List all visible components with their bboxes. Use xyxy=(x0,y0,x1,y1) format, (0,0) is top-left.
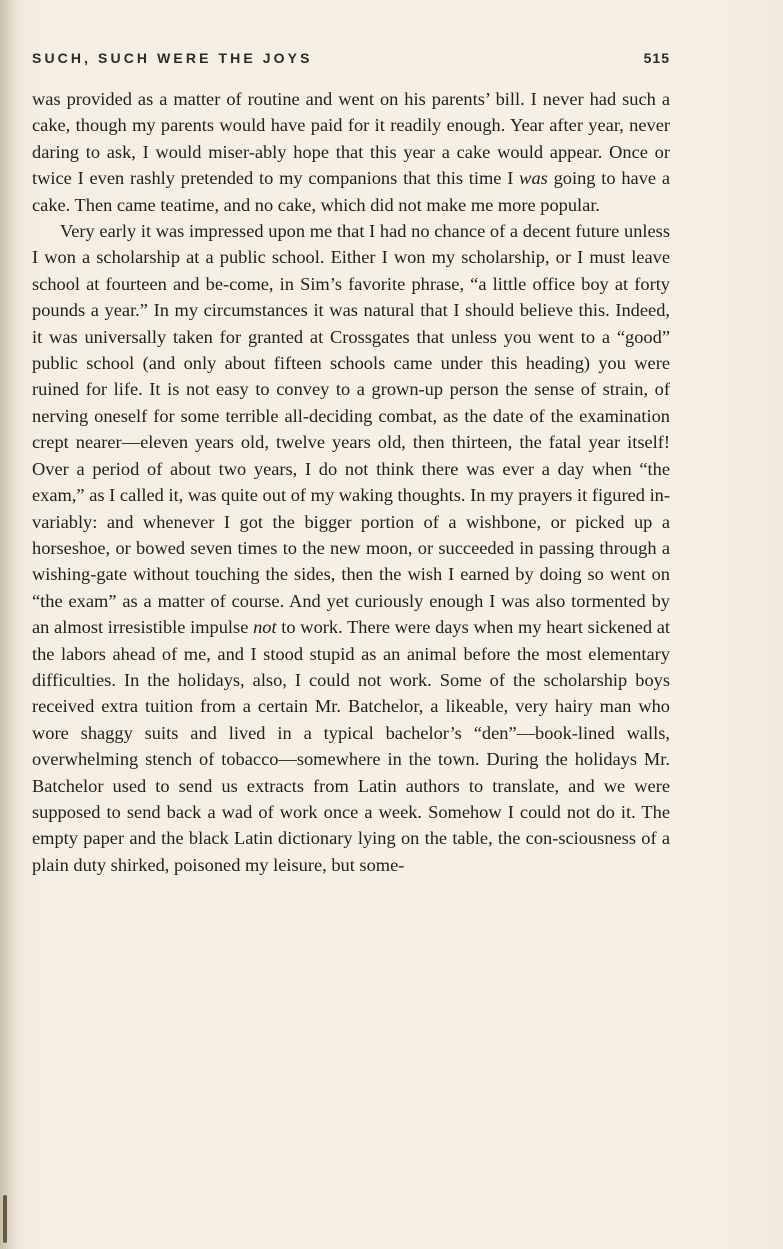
binding-mark xyxy=(3,1195,7,1243)
text-span: Very early it was impressed upon me that I had no chance of a decent future unless I won a scholarship at a public school. Either I won my scholarship, or I must leave school at fourteen and be-come, in Sim’s favorite phrase, “a little office boy at forty pounds a year.” In my circumstances it was natural that I should believe this. Indeed, it was universally taken for granted at Crossgates that unless you went to a “good” public school (and only about fifteen schools came under this heading) you were ruined for life. It is not easy to convey to a grown-up person the sense of strain, of nerving oneself for some terrible all-deciding combat, as the date of the examination crept nearer—eleven years old, twelve years old, then thirteen, the fatal year itself! Over a period of about two years, I do not think there was ever a day when “the exam,” as I called it, was quite out of my waking thoughts. In my prayers it figured in-variably: and whenever I got the bigger portion of a wishbone, or picked up a horseshoe, or bowed seven times to the new moon, or succeeded in passing through a wishing-gate without touching the sides, then the wish I earned by doing so went on “the exam” as a matter of course. And yet curiously enough I was also tormented by an almost irresistible impulse xyxy=(32,221,670,638)
text-span: was provided as a matter of routine and went on his parents’ bill. I never had such a cake, though my parents would have paid for it readily enough. Year after year, never daring to ask, I would miser-ably hope that this year a cake would appear. Once or twice I even rashly pretended to my companions that this time I xyxy=(32,89,670,189)
italic-word: not xyxy=(253,617,277,638)
text-span: to work. There were days when my heart sickened at the labors ahead of me, and I stood stupid as an animal before the most elementary difficulties. In the holidays, also, I could not work. Some of the scholarship boys received extra tuition from a certain Mr. Batchelor, a likeable, very hairy man who wore shaggy suits and lived in a typical bachelor’s “den”—book-lined walls, overwhelming stench of tobacco—somewhere in the town. During the holidays Mr. Batchelor used to send us extracts from Latin authors to translate, and we were supposed to send back a wad of work once a week. Somehow I could not do it. The empty paper and the black Latin dictionary lying on the table, the con-sciousness of a plain duty shirked, poisoned my leisure, but some- xyxy=(32,617,670,875)
body-text xyxy=(32,86,670,878)
italic-word: was xyxy=(519,168,548,189)
page-number: 515 xyxy=(643,50,670,66)
paragraph-2 xyxy=(32,218,670,878)
running-head xyxy=(32,50,670,72)
paragraph-1 xyxy=(32,86,670,218)
running-head-title: SUCH, SUCH WERE THE JOYS xyxy=(32,50,313,66)
text-span: going to have a cake. Then came teatime, and no cake, which did not make me more popular. xyxy=(32,168,671,215)
binding-gutter-shadow xyxy=(0,0,18,1249)
